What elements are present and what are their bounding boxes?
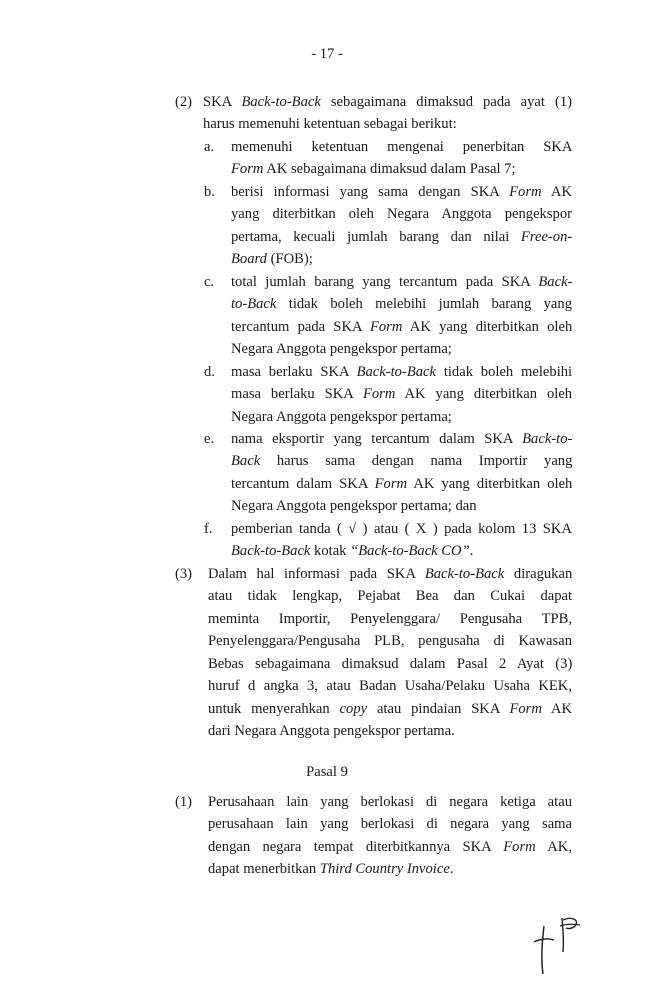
text-run: AK sebagaimana dimaksud dalam Pasal 7; [263, 161, 516, 178]
italic-term: Form [503, 838, 536, 855]
paragraph-b [204, 181, 573, 271]
text-line [208, 563, 572, 585]
text-run: Negara Anggota pengekspor pertama; dan [231, 498, 477, 515]
italic-term: Back-to-Back [356, 364, 436, 380]
text-run: (FOB); [266, 251, 313, 268]
text-line [231, 406, 572, 428]
text-line [231, 293, 572, 315]
text-line [208, 675, 572, 697]
italic-term: Form [509, 700, 542, 717]
italic-term: copy [339, 700, 368, 717]
paragraph-c [204, 271, 573, 361]
text-line [208, 791, 572, 813]
italic-term: “Back-to-Back CO” [350, 543, 470, 560]
text-line [231, 540, 572, 562]
italic-term: Back-to-Back [241, 94, 321, 110]
text-line [208, 836, 572, 858]
text-line [208, 858, 572, 880]
text-run: Negara Anggota pengekspor pertama; [231, 341, 452, 358]
text-line [208, 698, 572, 720]
italic-term: Form [231, 161, 264, 178]
paragraph-marker: c. [204, 274, 215, 290]
text-run: atau pindaian SKA [367, 700, 510, 717]
text-run: meminta Importir, Penyelenggara/ Pengusaha TPB, [208, 610, 572, 627]
text-line [231, 383, 572, 405]
text-run: tercantum pada SKA [231, 318, 370, 335]
paragraph-marker: (3) [175, 566, 193, 582]
text-line [231, 203, 572, 225]
text-line [231, 181, 572, 203]
text-line [231, 361, 572, 383]
text-run: berisi informasi yang sama dengan SKA [231, 184, 510, 200]
text-run: dari Negara Anggota pengekspor pertama. [208, 723, 455, 740]
text-run: harus memenuhi ketentuan sebagai berikut: [203, 116, 457, 133]
italic-term: Back-to-Back [231, 543, 311, 560]
text-run: AK yang diterbitkan oleh [395, 386, 573, 403]
paragraph-marker: d. [204, 364, 215, 380]
text-line [231, 518, 572, 540]
italic-term: Board [231, 251, 267, 268]
paragraph-e [204, 428, 573, 518]
text-line [208, 720, 572, 742]
italic-term: Form [509, 184, 542, 200]
italic-term: Form [369, 318, 403, 335]
text-run: Negara Anggota pengekspor pertama; [231, 408, 452, 425]
text-run: . [449, 861, 454, 878]
text-line [231, 495, 572, 517]
text-run: kotak [310, 543, 351, 560]
text-run: masa berlaku SKA [231, 386, 363, 403]
text-run: dengan negara tempat diterbitkannya SKA [208, 838, 504, 855]
text-run: SKA [203, 94, 242, 110]
text-run: untuk menyerahkan [208, 700, 340, 717]
text-run: masa berlaku SKA [231, 364, 357, 380]
text-line [203, 113, 572, 135]
text-line [231, 271, 572, 293]
italic-term: Form [362, 386, 396, 403]
text-line [231, 248, 572, 270]
paragraph-f [204, 518, 572, 563]
text-line [231, 316, 572, 338]
text-run: perusahaan lain yang berlokasi di negara yang sama [208, 816, 572, 833]
italic-term: Free-on- [520, 228, 573, 245]
text-run: Perusahaan lain yang berlokasi di negara ketiga atau [208, 794, 572, 810]
text-line [208, 813, 572, 835]
text-run: total jumlah barang yang tercantum pada SKA [231, 274, 539, 290]
paragraph-marker: (1) [175, 794, 193, 810]
signature-initials [530, 912, 590, 982]
paragraph-a [204, 136, 573, 181]
article-heading: Pasal 9 [306, 764, 348, 780]
text-run: AK [541, 700, 572, 717]
text-run: Penyelenggara/Pengusaha PLB, pengusaha di Kawasan [208, 633, 572, 650]
text-run: . [469, 543, 474, 560]
paragraph-1 [175, 791, 572, 881]
text-run: pertama, kecuali jumlah barang dan nilai [231, 228, 521, 245]
italic-term: Form [374, 475, 408, 492]
paragraph-marker: b. [204, 184, 215, 200]
text-run: Dalam hal informasi pada SKA [208, 566, 425, 582]
text-run: AK yang diterbitkan oleh [402, 318, 573, 335]
text-run: huruf d angka 3, atau Badan Usaha/Pelaku Usaha KEK, [208, 678, 572, 695]
text-run: atau tidak lengkap, Pejabat Bea dan Cukai dapat [208, 588, 573, 605]
text-run: tidak boleh melebihi [436, 364, 573, 380]
italic-term: Back- [538, 274, 573, 290]
text-run: dapat menerbitkan [208, 861, 320, 878]
text-run: memenuhi ketentuan mengenai penerbitan SKA [231, 139, 573, 155]
text-line [208, 630, 572, 652]
text-line [231, 473, 572, 495]
text-run: sebagaimana dimaksud pada ayat (1) [320, 94, 572, 110]
paragraph-marker: (2) [175, 94, 193, 110]
text-run: AK, [535, 838, 572, 855]
text-run: harus sama dengan nama Importir yang [260, 453, 573, 470]
text-run: AK [541, 184, 572, 200]
text-line [208, 585, 572, 607]
text-run: tidak boleh melebihi jumlah barang yang [276, 296, 572, 313]
text-run: pemberian tanda ( √ ) atau ( X ) pada kolom 13 SKA [231, 521, 572, 537]
paragraph-marker: a. [204, 139, 215, 155]
page-number: - 17 - [311, 46, 343, 62]
italic-term: to-Back [231, 296, 277, 313]
text-line [231, 338, 572, 360]
text-run: diragukan [504, 566, 573, 582]
text-run: yang diterbitkan oleh Negara Anggota pengekspor [231, 206, 572, 223]
italic-term: Back-to-Back [424, 566, 505, 582]
italic-term: Back [231, 453, 261, 470]
text-line [231, 450, 572, 472]
text-line [231, 226, 572, 248]
text-line [231, 136, 572, 158]
text-line [208, 608, 572, 630]
paragraph-d [204, 361, 573, 428]
text-line [231, 158, 572, 180]
text-run: nama eksportir yang tercantum dalam SKA [231, 431, 523, 447]
text-run: Bebas sebagaimana dimaksud dalam Pasal 2 Ayat (3) [208, 655, 573, 672]
text-run: AK yang diterbitkan oleh [407, 475, 573, 492]
italic-term: Back-to- [522, 431, 573, 447]
paragraph-2 [175, 91, 572, 136]
text-line [231, 428, 572, 450]
text-line [208, 653, 572, 675]
italic-term: Third Country Invoice [319, 861, 450, 878]
paragraph-3 [175, 563, 573, 743]
paragraph-marker: f. [204, 521, 213, 537]
paragraph-marker: e. [204, 431, 215, 447]
text-line [203, 91, 572, 113]
text-run: tercantum dalam SKA [231, 475, 375, 492]
